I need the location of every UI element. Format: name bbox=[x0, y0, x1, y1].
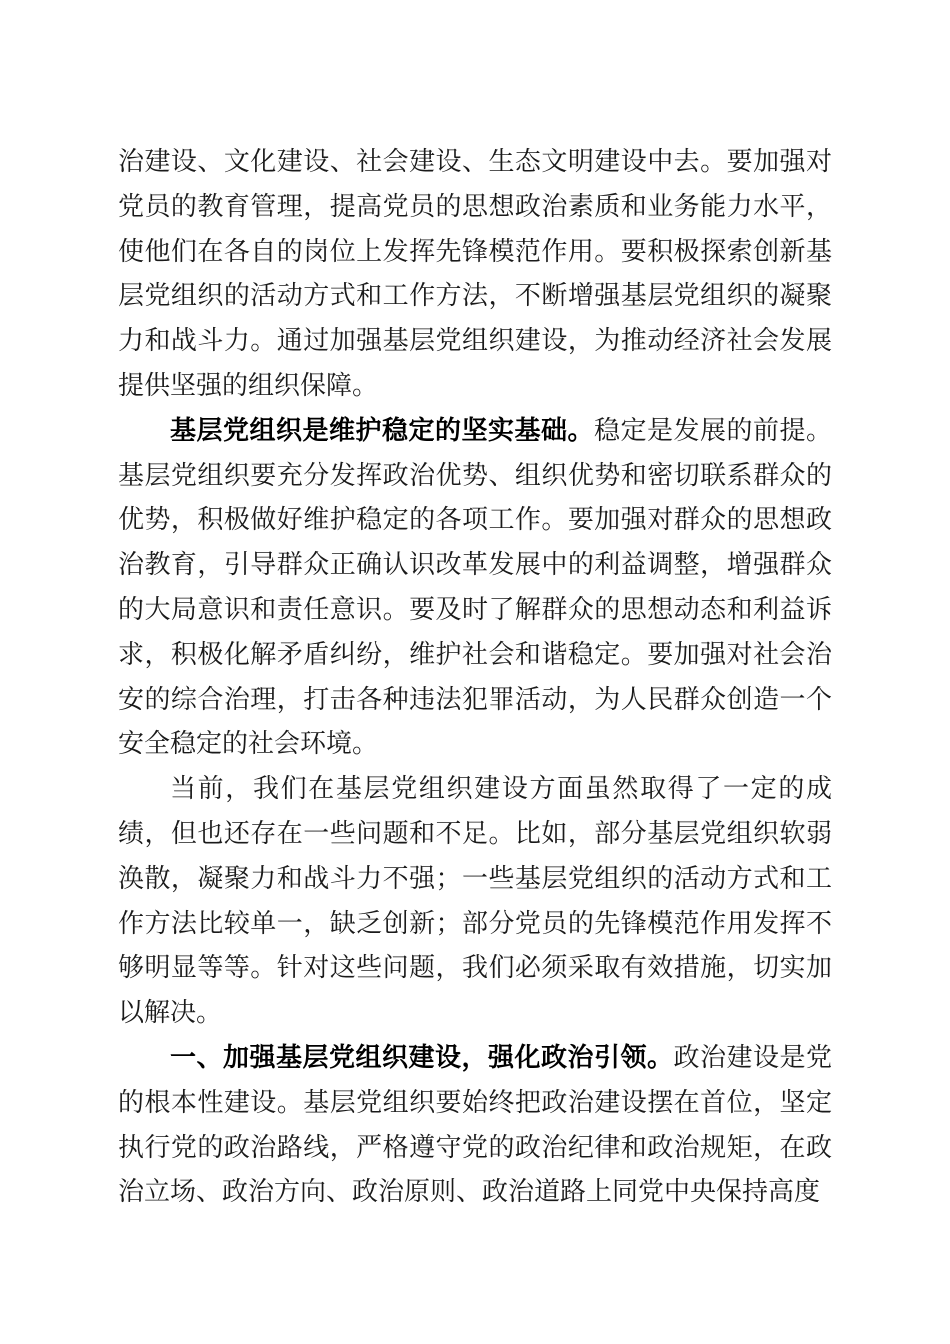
paragraph-stability bbox=[118, 409, 832, 767]
paragraph-text: 稳定是发展的前提。基层党组织要充分发挥政治优势、组织优势和密切联系群众的优势，积极做好维护稳定的各项工作。要加强对群众的思想政治教育，引导群众正确认识改革发展中的利益调整，增强群众的大局意识和责任意识。要及时了解群众的思想动态和利益诉求，积极化解矛盾纠纷，维护社会和谐稳定。要加强对社会治安的综合治理，打击各种违法犯罪活动，为人民群众创造一个安全稳定的社会环境。 bbox=[118, 415, 832, 760]
paragraph-current-issues bbox=[118, 767, 832, 1036]
paragraph-text: 当前，我们在基层党组织建设方面虽然取得了一定的成绩，但也还存在一些问题和不足。比如，部分基层党组织软弱涣散，凝聚力和战斗力不强；一些基层党组织的活动方式和工作方法比较单一，缺乏创新；部分党员的先锋模范作用发挥不够明显等等。针对这些问题，我们必须采取有效措施，切实加以解决。 bbox=[118, 774, 832, 1029]
paragraph-section-one bbox=[118, 1036, 832, 1215]
section-heading: 一、加强基层党组织建设，强化政治引领。 bbox=[170, 1042, 674, 1073]
paragraph-continuation bbox=[118, 140, 832, 409]
document-body bbox=[118, 140, 832, 1215]
paragraph-text: 政治建设是党的根本性建设。基层党组织要始终把政治建设摆在首位，坚定执行党的政治路线，严格遵守党的政治纪律和政治规矩，在政治立场、政治方向、政治原则、政治道路上同党中央保持高度 bbox=[118, 1042, 832, 1208]
paragraph-text: 治建设、文化建设、社会建设、生态文明建设中去。要加强对党员的教育管理，提高党员的思想政治素质和业务能力水平，使他们在各自的岗位上发挥先锋模范作用。要积极探索创新基层党组织的活动方式和工作方法，不断增强基层党组织的凝聚力和战斗力。通过加强基层党组织建设，为推动经济社会发展提供坚强的组织保障。 bbox=[118, 147, 832, 401]
paragraph-heading: 基层党组织是维护稳定的坚实基础。 bbox=[170, 415, 594, 446]
